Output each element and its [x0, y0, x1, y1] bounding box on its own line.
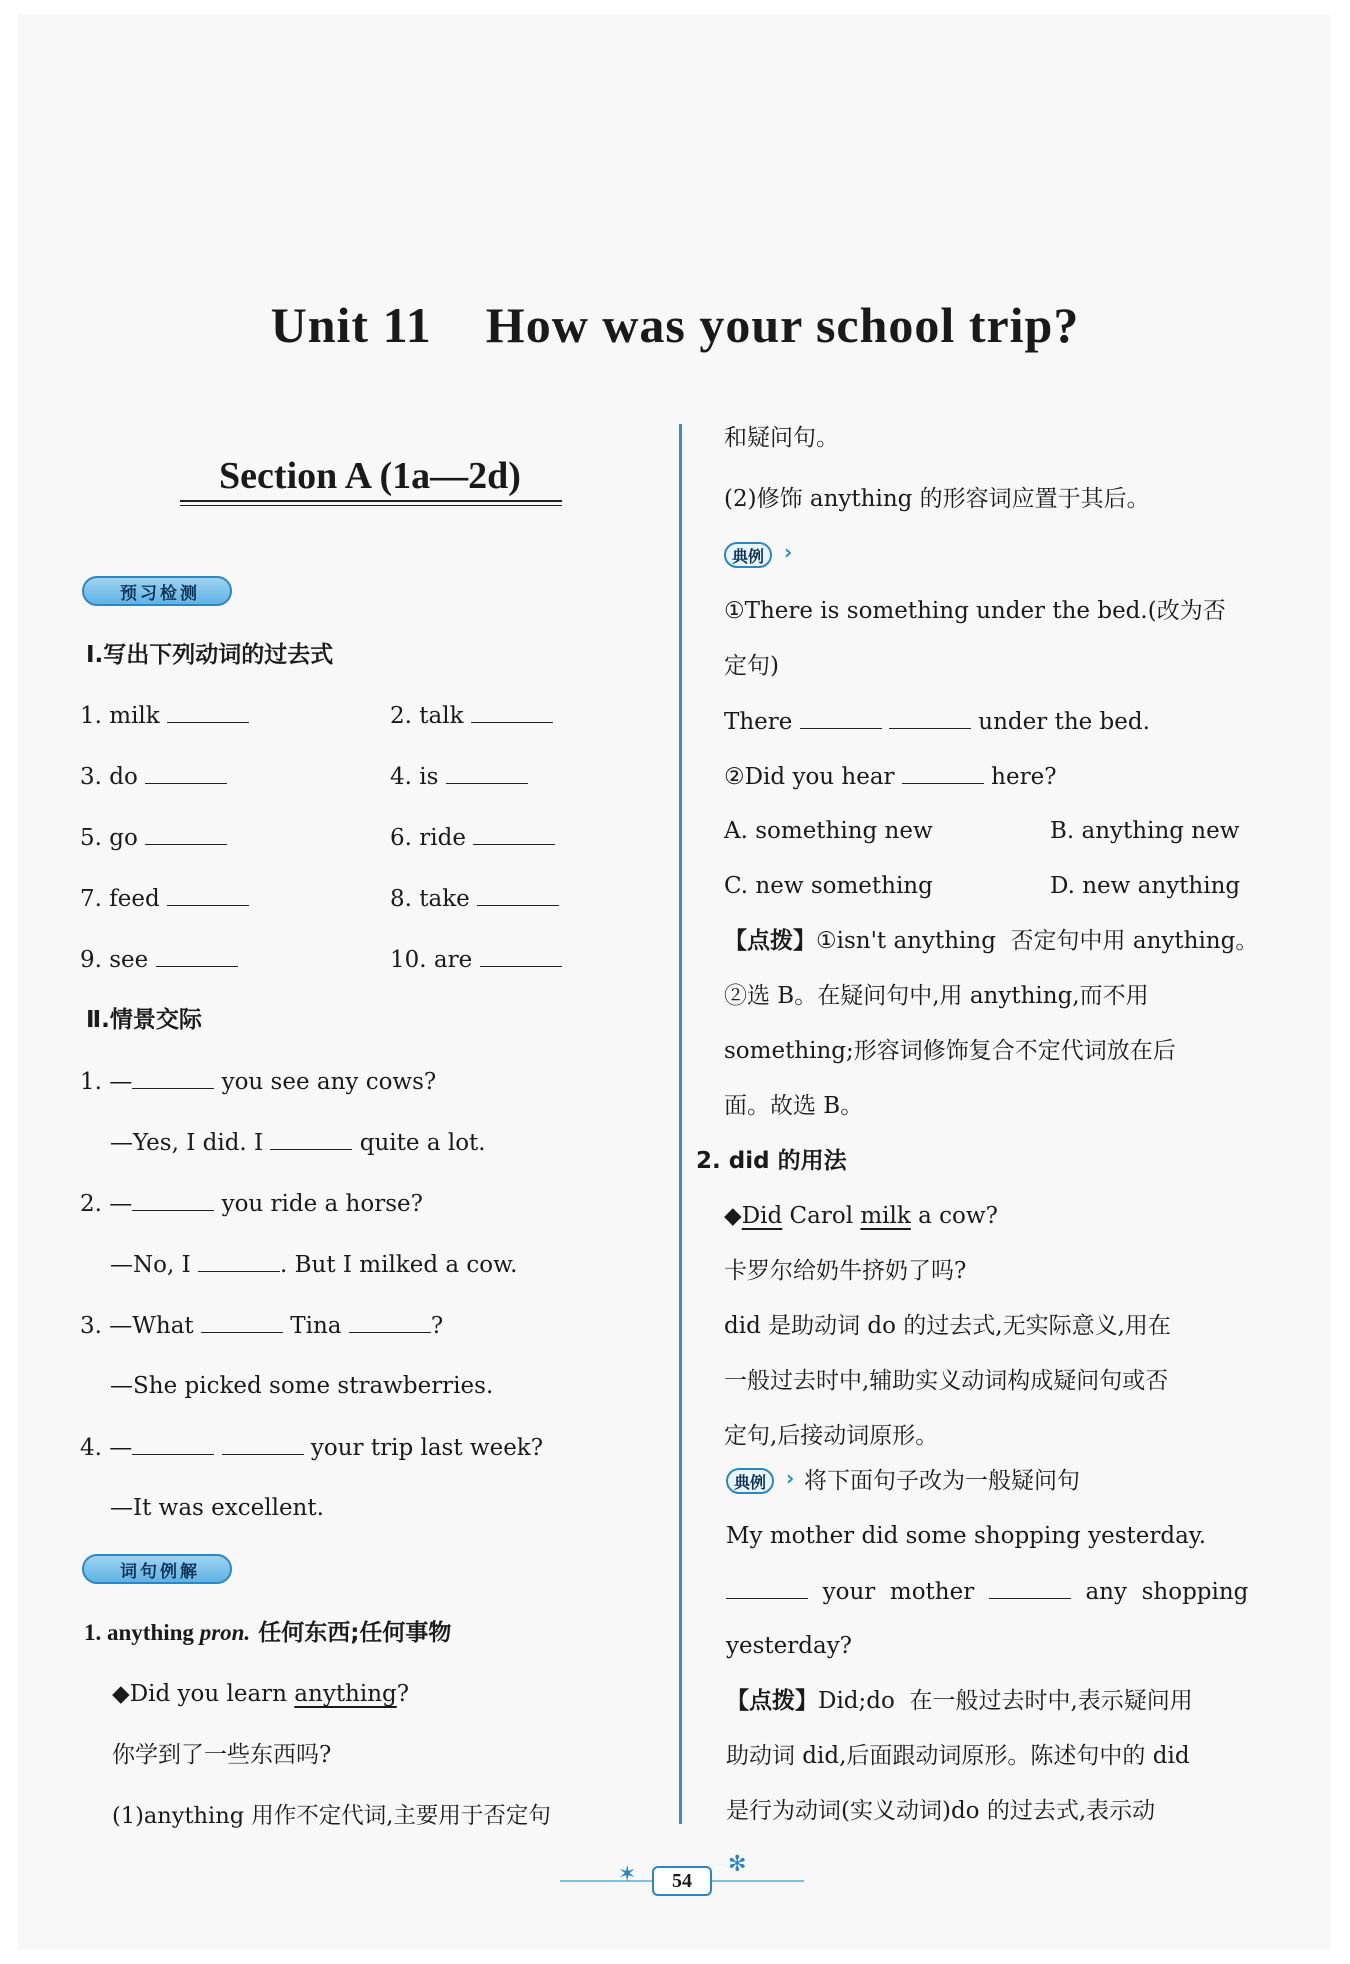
usage-note: (2)修饰 anything 的形容词应置于其后。	[724, 486, 1150, 512]
answer-blank	[989, 1576, 1071, 1599]
dialog-text: ?	[430, 1313, 444, 1339]
exercise-text: here?	[983, 764, 1057, 790]
verb-item	[80, 822, 227, 853]
exercise-line: My mother did some shopping yesterday.	[726, 1523, 1207, 1549]
option-c: C. new something	[724, 873, 933, 899]
dialog-line	[80, 1066, 436, 1097]
exercise-instruction: 将下面句子改为一般疑问句	[804, 1468, 1080, 1494]
dialog-line: —She picked some strawberries.	[110, 1373, 494, 1399]
verb-label: 10. are	[390, 947, 473, 973]
answer-blank	[349, 1310, 431, 1333]
example-translation: 你学到了一些东西吗?	[112, 1742, 332, 1768]
tip-label: 【点拨】	[726, 1688, 818, 1714]
dialog-line	[110, 1127, 486, 1158]
dialog-text: 2. —	[80, 1191, 133, 1217]
part-of-speech: pron.	[199, 1620, 251, 1645]
badge-preview-check: 预习检测	[82, 576, 232, 606]
verb-label: 7. feed	[80, 886, 160, 912]
answer-blank	[198, 1249, 280, 1272]
dialog-line	[80, 1188, 423, 1219]
exercise-line	[724, 706, 1150, 737]
page-number: 54	[652, 1866, 712, 1896]
answer-blank	[132, 1432, 214, 1455]
section-title-rule	[180, 500, 562, 502]
answer-blank	[800, 706, 882, 729]
answer-blank	[132, 1188, 214, 1211]
verb-label: 3. do	[80, 764, 138, 790]
verb-label: 1. milk	[80, 703, 160, 729]
tip-label: 【点拨】	[724, 928, 816, 954]
answer-blank	[473, 822, 555, 845]
dialog-text: you ride a horse?	[214, 1191, 423, 1217]
verb-item	[80, 700, 249, 731]
example-keyword: Did	[741, 1203, 783, 1229]
exercise-line: ①There is something under the bed.(改为否	[724, 598, 1226, 624]
verb-label: 5. go	[80, 825, 138, 851]
tip-line	[724, 926, 1258, 956]
dialog-text: . But I milked a cow.	[280, 1252, 518, 1278]
exercise-text: your mother	[808, 1579, 989, 1605]
chevron-right-icon: ›	[784, 540, 793, 564]
example-sentence	[724, 1201, 998, 1231]
explanation-line: 一般过去时中,辅助实义动词构成疑问句或否	[724, 1368, 1169, 1394]
verb-item	[390, 944, 562, 975]
tip-line: something;形容词修饰复合不定代词放在后	[724, 1038, 1176, 1064]
verb-item	[390, 822, 555, 853]
tip-line: 面。故选 B。	[724, 1093, 864, 1119]
answer-blank	[222, 1432, 304, 1455]
explanation-line: 定句,后接动词原形。	[724, 1423, 939, 1449]
heading-word: 1. anything	[84, 1620, 200, 1645]
tip-line: 是行为动词(实义动词)do 的过去式,表示动	[726, 1798, 1156, 1824]
answer-blank	[446, 761, 528, 784]
dialog-text: —Yes, I did. I	[110, 1130, 271, 1156]
dialog-line	[110, 1249, 517, 1280]
exercise-line	[726, 1576, 1248, 1607]
verb-label: 2. talk	[390, 703, 464, 729]
verb-item	[80, 944, 238, 975]
answer-blank	[145, 761, 227, 784]
part2-heading: Ⅱ.情景交际	[86, 1007, 202, 1033]
dialog-text: your trip last week?	[303, 1435, 544, 1461]
answer-blank	[902, 761, 984, 784]
dialog-line	[80, 1310, 443, 1341]
dialog-line: —It was excellent.	[110, 1495, 324, 1521]
exercise-line: 定句)	[724, 653, 779, 679]
usage-note-cont: 和疑问句。	[724, 425, 839, 451]
palm-icon: ✻	[728, 1852, 747, 1877]
option-b: B. anything new	[1050, 818, 1240, 844]
tip-text: ①isn't anything 否定句中用 anything。	[816, 928, 1259, 954]
footer-rule-left	[560, 1880, 652, 1882]
example-text: ◆	[724, 1203, 742, 1229]
verb-item	[390, 761, 528, 792]
answer-blank	[167, 883, 249, 906]
verb-item	[390, 883, 559, 914]
anything-heading	[84, 1618, 451, 1648]
section-title-rule-thin	[180, 505, 562, 506]
example-text: Carol	[782, 1203, 861, 1229]
verb-label: 9. see	[80, 947, 149, 973]
column-divider	[679, 424, 682, 1824]
dialog-text: you see any cows?	[214, 1069, 437, 1095]
option-a: A. something new	[724, 818, 933, 844]
dialog-text: 3. —What	[80, 1313, 201, 1339]
answer-blank	[201, 1310, 283, 1333]
example-tag: 典例	[724, 542, 772, 568]
verb-item	[80, 883, 249, 914]
answer-blank	[477, 883, 559, 906]
exercise-text: There	[724, 709, 800, 735]
dialog-line	[80, 1432, 543, 1463]
example-translation: 卡罗尔给奶牛挤奶了吗?	[724, 1258, 967, 1284]
example-sentence	[112, 1679, 409, 1709]
chevron-right-icon: ›	[786, 1466, 795, 1490]
option-d: D. new anything	[1050, 873, 1241, 899]
answer-blank	[167, 700, 249, 723]
did-heading: 2. did 的用法	[696, 1148, 847, 1174]
example-text: ◆Did you learn	[112, 1681, 295, 1707]
verb-label: 6. ride	[390, 825, 466, 851]
answer-blank	[889, 706, 971, 729]
exercise-text: any shopping	[1070, 1579, 1249, 1605]
example-keyword: milk	[860, 1203, 911, 1229]
answer-blank	[726, 1576, 808, 1599]
section-title: Section A (1a—2d)	[219, 455, 521, 497]
tip-line: 助动词 did,后面跟动词原形。陈述句中的 did	[726, 1743, 1190, 1769]
star-icon: ✶	[618, 1862, 637, 1887]
explanation-line: did 是助动词 do 的过去式,无实际意义,用在	[724, 1313, 1171, 1339]
example-text: a cow?	[910, 1203, 998, 1229]
example-tag: 典例	[726, 1468, 774, 1494]
example-text: ?	[396, 1681, 410, 1707]
heading-meaning: 任何东西;任何事物	[250, 1620, 452, 1646]
dialog-text: —No, I	[110, 1252, 198, 1278]
verb-label: 8. take	[390, 886, 470, 912]
answer-blank	[156, 944, 238, 967]
usage-note: (1)anything 用作不定代词,主要用于否定句	[112, 1803, 551, 1829]
exercise-text: ②Did you hear	[724, 764, 902, 790]
tip-text: Did;do 在一般过去时中,表示疑问用	[818, 1688, 1193, 1714]
part1-heading: Ⅰ.写出下列动词的过去式	[86, 642, 334, 668]
answer-blank	[145, 822, 227, 845]
dialog-text: quite a lot.	[352, 1130, 486, 1156]
footer-rule-right	[712, 1880, 804, 1882]
dialog-text: Tina	[282, 1313, 349, 1339]
dialog-text: 1. —	[80, 1069, 133, 1095]
answer-blank	[480, 944, 562, 967]
answer-blank	[270, 1127, 352, 1150]
exercise-line: yesterday?	[726, 1633, 853, 1659]
badge-words-examples: 词句例解	[82, 1554, 232, 1584]
unit-title: Unit 11 How was your school trip?	[270, 297, 1080, 353]
tip-line: ②选 B。在疑问句中,用 anything,而不用	[724, 983, 1149, 1009]
example-keyword: anything	[294, 1681, 397, 1707]
answer-blank	[132, 1066, 214, 1089]
answer-blank	[471, 700, 553, 723]
exercise-text: under the bed.	[971, 709, 1150, 735]
verb-item	[390, 700, 553, 731]
exercise-line	[724, 761, 1057, 792]
verb-item	[80, 761, 227, 792]
verb-label: 4. is	[390, 764, 439, 790]
tip-line	[726, 1686, 1193, 1716]
dialog-text: 4. —	[80, 1435, 133, 1461]
